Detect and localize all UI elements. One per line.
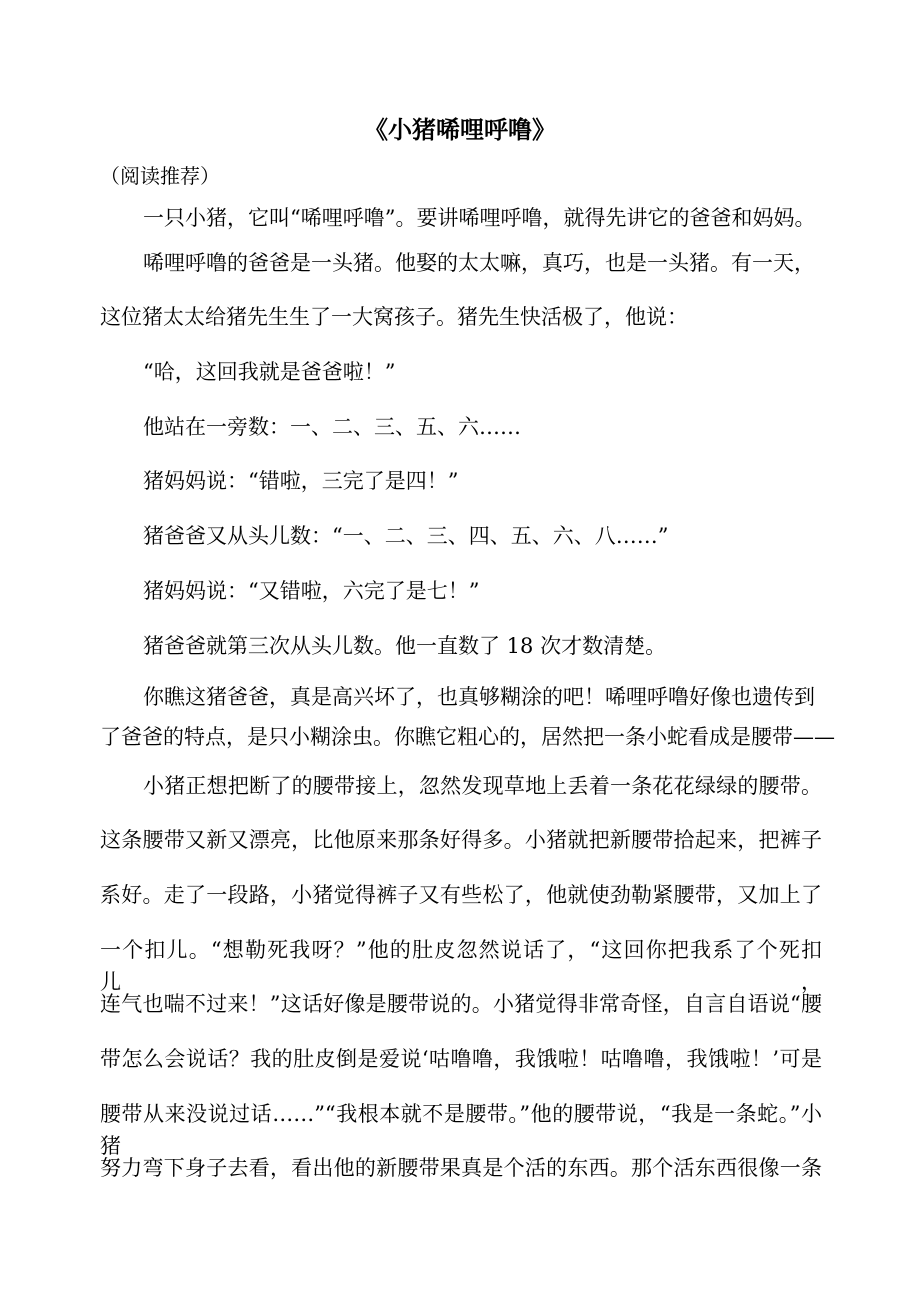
paragraph-line: 唏哩呼噜的爸爸是一头猪。他娶的太太嘛，真巧，也是一头猪。有一天， [143,251,815,275]
paragraph-line: 他站在一旁数：一、二、三、五、六…… [143,415,521,439]
paragraph-line: 你瞧这猪爸爸，真是高兴坏了，也真够糊涂的吧！唏哩呼噜好像也遗传到 [143,685,815,709]
paragraph-line: 猪妈妈说：“又错啦，六完了是七！” [143,579,480,603]
paragraph-line: 了爸爸的特点，是只小糊涂虫。你瞧它粗心的，居然把一条小蛇看成是腰带—— [100,725,835,749]
document-title: 《小猪唏哩呼噜》 [364,115,556,144]
paragraph-line: 这条腰带又新又漂亮，比他原来那条好得多。小猪就把新腰带拾起来，把裤子 [100,828,822,852]
paragraph-line: 这位猪太太给猪先生生了一大窝孩子。猪先生快活极了，他说： [100,305,688,329]
paragraph-line: 带怎么会说话？我的肚皮倒是爱说‘咕噜噜，我饿啦！咕噜噜，我饿啦！’可是 [100,1047,822,1071]
paragraph-line: 小猪正想把断了的腰带接上，忽然发现草地上丢着一条花花绿绿的腰带。 [143,774,822,798]
paragraph-line: 努力弯下身子去看，看出他的新腰带果真是个活的东西。那个活东西很像一条 [100,1156,822,1180]
paragraph-line: 一只小猪，它叫“唏哩呼噜”。要讲唏哩呼噜，就得先讲它的爸爸和妈妈。 [143,206,816,230]
paragraph-line: 猪爸爸就第三次从头儿数。他一直数了 18 次才数清楚。 [143,634,667,658]
paragraph-line: “哈，这回我就是爸爸啦！” [143,360,396,384]
paragraph-line: 一个扣儿。“想勒死我呀？”他的肚皮忽然说话了，“这回你把我系了个死扣儿， [100,938,822,994]
paragraph-line: 连气也喘不过来！”这话好像是腰带说的。小猪觉得非常奇怪，自言自语说“腰 [100,992,822,1016]
paragraph-line: 猪爸爸又从头儿数：“一、二、三、四、五、六、八……” [143,524,669,548]
paragraph-line: 猪妈妈说：“错啦，三完了是四！” [143,469,459,493]
paragraph-line: 系好。走了一段路，小猪觉得裤子又有些松了，他就使劲勒紧腰带，又加上了 [100,883,822,907]
document-subtitle: （阅读推荐） [100,164,220,188]
paragraph-line: 腰带从来没说过话……”“我根本就不是腰带。”他的腰带说，“我是一条蛇。”小猪 [100,1102,822,1158]
